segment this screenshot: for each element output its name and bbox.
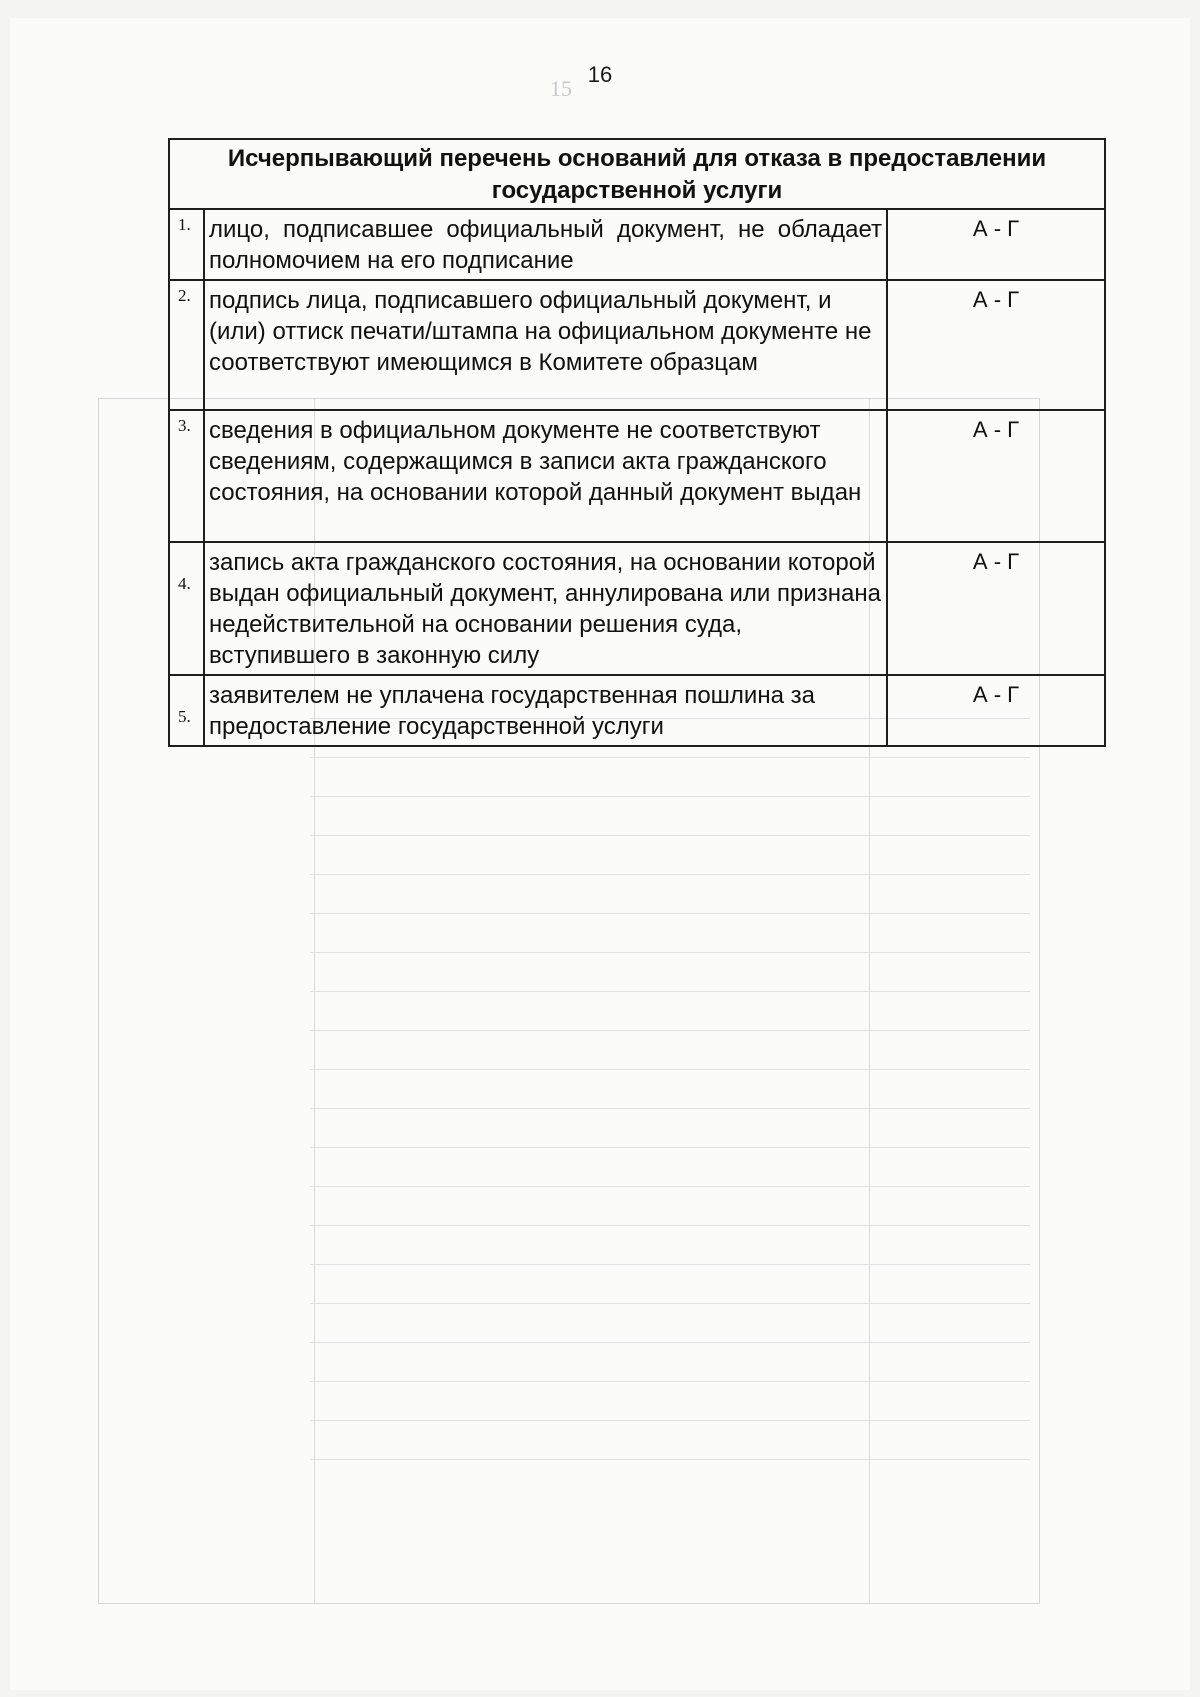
row-text: запись акта гражданского состояния, на основании которой выдан официальный документ, аннулирована или признана недействительной на основании решения суда, вступившего в законную силу (204, 542, 887, 675)
row-text: лицо, подписавшее официальный документ, не обладает полномочием на его подписание (204, 209, 887, 280)
row-text: заявителем не уплачена государственная пошлина за предоставление государственной услуги (204, 675, 887, 746)
row-code: А - Г (887, 280, 1105, 410)
row-number: 2. (169, 280, 204, 410)
row-number: 4. (169, 542, 204, 675)
row-code: А - Г (887, 410, 1105, 542)
bleed-through-page-number: 15 (550, 76, 572, 101)
page-number: 16 (587, 62, 613, 87)
table-title: Исчерпывающий перечень оснований для отказа в предоставлении государственной услуги (169, 139, 1105, 209)
row-text: сведения в официальном документе не соответствуют сведениям, содержащимся в записи акта гражданского состояния, на основании которой данный документ выдан (204, 410, 887, 542)
row-number: 1. (169, 209, 204, 280)
table-row (169, 675, 1105, 746)
row-code: А - Г (887, 675, 1105, 746)
row-code: А - Г (887, 209, 1105, 280)
row-number: 3. (169, 410, 204, 542)
table-row (169, 280, 1105, 410)
bleed-through-text (310, 718, 1030, 1498)
table-row (169, 542, 1105, 675)
table-row (169, 410, 1105, 542)
row-number: 5. (169, 675, 204, 746)
table-title-row (169, 139, 1105, 209)
row-code: А - Г (887, 542, 1105, 675)
table-row (169, 209, 1105, 280)
row-text: подпись лица, подписавшего официальный документ, и (или) оттиск печати/штампа на официальном документе не соответствуют имеющимся в Комитете образцам (204, 280, 887, 410)
refusal-grounds-table (168, 138, 1106, 747)
